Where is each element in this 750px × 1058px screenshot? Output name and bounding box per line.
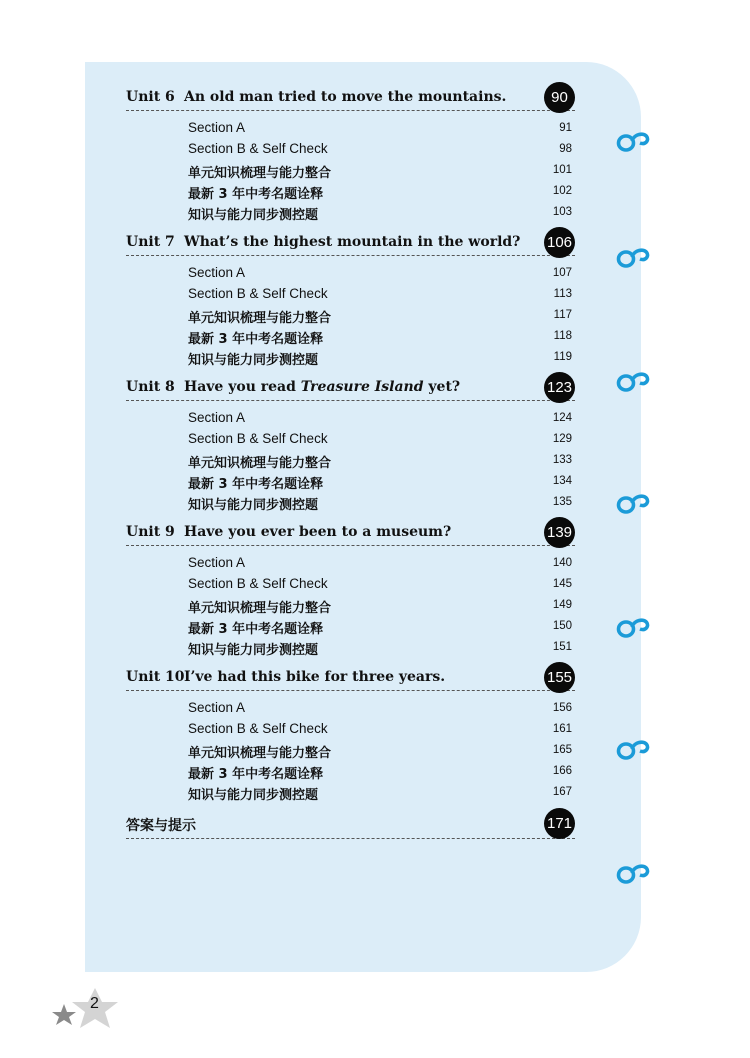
unit-heading[interactable] <box>126 231 575 256</box>
unit-title-book: Treasure Island <box>300 379 424 395</box>
unit-title-post: yet? <box>423 379 461 395</box>
entry-label: Section A <box>188 555 246 570</box>
binder-ring-icon <box>614 368 652 394</box>
toc-entry[interactable] <box>188 307 572 328</box>
toc-entry[interactable] <box>188 597 572 618</box>
entry-page: 101 <box>552 164 572 176</box>
toc-entry[interactable] <box>188 473 572 494</box>
binder-ring-icon <box>614 860 652 886</box>
toc-entry[interactable] <box>188 452 572 473</box>
unit-page-badge: 90 <box>544 82 575 113</box>
entry-label: 单元知识梳理与能力整合 <box>188 601 332 616</box>
entry-page: 124 <box>552 412 572 424</box>
entry-page: 134 <box>552 475 572 487</box>
toc-entry[interactable] <box>188 721 572 742</box>
entry-page: 91 <box>559 122 572 134</box>
entry-label: 知识与能力同步测控题 <box>188 208 319 223</box>
binder-ring-icon <box>614 128 652 154</box>
entry-label: 单元知识梳理与能力整合 <box>188 311 332 326</box>
entry-label: 最新 3 年中考名题诠释 <box>188 767 324 782</box>
binder-ring-icon <box>614 490 652 516</box>
unit-label: Unit 6 <box>126 89 175 105</box>
entry-label: 最新 3 年中考名题诠释 <box>188 187 324 202</box>
unit-label: Unit 10 <box>126 669 185 685</box>
unit-page-badge: 155 <box>544 662 575 693</box>
unit-title-pre: Have you read <box>184 379 301 395</box>
toc-entry[interactable] <box>188 410 572 431</box>
entry-page: 98 <box>559 143 572 155</box>
unit-heading[interactable] <box>126 86 575 111</box>
entry-list <box>188 700 572 805</box>
entry-page: 145 <box>552 578 572 590</box>
entry-page: 103 <box>552 206 572 218</box>
toc-entry[interactable] <box>188 639 572 660</box>
entry-label: 最新 3 年中考名题诠释 <box>188 332 324 347</box>
unit-page-badge: 106 <box>544 227 575 258</box>
unit-title: Have you ever been to a museum? <box>184 524 452 540</box>
answers-page-badge: 171 <box>544 808 575 839</box>
unit-page-badge: 123 <box>544 372 575 403</box>
unit-page-badge: 139 <box>544 517 575 548</box>
entry-page: 133 <box>552 454 572 466</box>
toc-entry[interactable] <box>188 742 572 763</box>
entry-label: Section B & Self Check <box>188 576 328 591</box>
entry-page: 118 <box>553 330 572 342</box>
entry-label: 单元知识梳理与能力整合 <box>188 166 332 181</box>
entry-label: Section B & Self Check <box>188 141 328 156</box>
entry-page: 129 <box>552 433 572 445</box>
entry-label: Section B & Self Check <box>188 286 328 301</box>
unit-9-section <box>126 521 575 658</box>
unit-7-section <box>126 231 575 368</box>
entry-page: 166 <box>552 765 572 777</box>
toc-entry[interactable] <box>188 555 572 576</box>
entry-page: 102 <box>552 185 572 197</box>
entry-label: 单元知识梳理与能力整合 <box>188 746 332 761</box>
toc-entry[interactable] <box>188 141 572 162</box>
entry-page: 140 <box>552 557 572 569</box>
binder-ring-icon <box>614 736 652 762</box>
entry-page: 119 <box>553 351 572 363</box>
toc-entry[interactable] <box>188 349 572 370</box>
entry-label: 最新 3 年中考名题诠释 <box>188 622 324 637</box>
entry-list <box>188 120 572 225</box>
entry-label: Section A <box>188 410 246 425</box>
toc-entry[interactable] <box>188 183 572 204</box>
entry-label: Section A <box>188 120 246 135</box>
entry-page: 156 <box>552 702 572 714</box>
entry-page: 161 <box>552 723 572 735</box>
toc-entry[interactable] <box>188 286 572 307</box>
toc-entry[interactable] <box>188 700 572 721</box>
entry-label: 知识与能力同步测控题 <box>188 498 319 513</box>
unit-label: Unit 9 <box>126 524 175 540</box>
unit-8-section <box>126 376 575 513</box>
toc-entry[interactable] <box>188 763 572 784</box>
entry-label: 知识与能力同步测控题 <box>188 643 319 658</box>
toc-entry[interactable] <box>188 618 572 639</box>
entry-list <box>188 265 572 370</box>
entry-page: 150 <box>552 620 572 632</box>
toc-entry[interactable] <box>188 494 572 515</box>
unit-title: I’ve had this bike for three years. <box>184 669 446 685</box>
entry-page: 149 <box>552 599 572 611</box>
unit-10-section <box>126 666 575 803</box>
unit-title: An old man tried to move the mountains. <box>184 89 507 105</box>
unit-title <box>184 379 460 395</box>
entry-list <box>188 410 572 515</box>
page-number: 2 <box>90 995 99 1012</box>
entry-label: Section B & Self Check <box>188 431 328 446</box>
entry-label: 最新 3 年中考名题诠释 <box>188 477 324 492</box>
entry-page: 165 <box>552 744 572 756</box>
entry-label: 单元知识梳理与能力整合 <box>188 456 332 471</box>
toc-entry[interactable] <box>188 265 572 286</box>
entry-page: 167 <box>552 786 572 798</box>
binder-ring-icon <box>614 244 652 270</box>
entry-list <box>188 555 572 660</box>
entry-page: 107 <box>552 267 572 279</box>
answers-heading[interactable] <box>126 812 575 839</box>
toc-entry[interactable] <box>188 328 572 349</box>
toc-entry[interactable] <box>188 162 572 183</box>
entry-page: 135 <box>552 496 572 508</box>
unit-label: Unit 7 <box>126 234 175 250</box>
answers-label: 答案与提示 <box>126 818 196 834</box>
unit-heading[interactable] <box>126 376 575 401</box>
entry-label: 知识与能力同步测控题 <box>188 353 319 368</box>
unit-heading[interactable] <box>126 521 575 546</box>
entry-label: Section A <box>188 700 246 715</box>
entry-label: Section A <box>188 265 246 280</box>
entry-page: 151 <box>552 641 572 653</box>
entry-page: 117 <box>553 309 572 321</box>
toc-entry[interactable] <box>188 431 572 452</box>
entry-page: 113 <box>553 288 572 300</box>
toc-entry[interactable] <box>188 784 572 805</box>
unit-title: What’s the highest mountain in the world? <box>184 234 521 250</box>
entry-label: Section B & Self Check <box>188 721 328 736</box>
toc-entry[interactable] <box>188 576 572 597</box>
toc-entry[interactable] <box>188 204 572 225</box>
binder-ring-icon <box>614 614 652 640</box>
unit-label: Unit 8 <box>126 379 175 395</box>
entry-label: 知识与能力同步测控题 <box>188 788 319 803</box>
unit-6-section <box>126 86 575 223</box>
unit-heading[interactable] <box>126 666 575 691</box>
toc-entry[interactable] <box>188 120 572 141</box>
